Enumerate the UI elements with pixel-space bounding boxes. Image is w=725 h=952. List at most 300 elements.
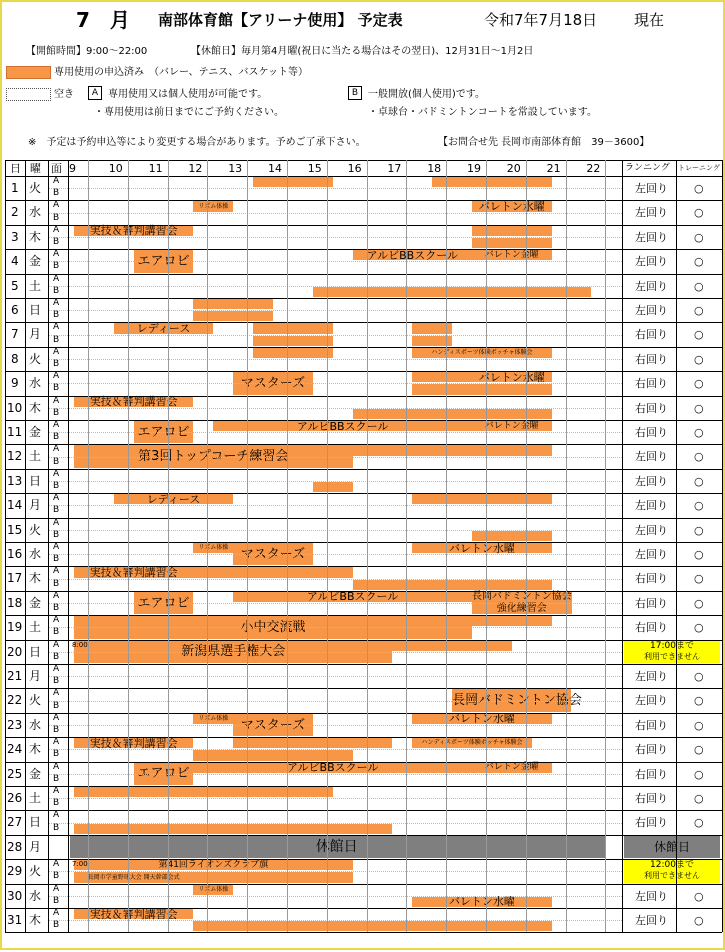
booking-label: 長岡市学童野球大会 開天幹部会式 <box>87 873 180 881</box>
weekday: 木 <box>29 400 42 415</box>
day-number: 29 <box>7 864 23 879</box>
grid-line <box>48 505 622 506</box>
weekday: 木 <box>29 742 42 757</box>
legend-a-text: 専用使用又は個人使用が可能です。 <box>108 89 268 100</box>
note-equipment: ・卓球台・バドミントンコートを常設しています。 <box>368 107 597 118</box>
legend-empty-text: 空き <box>54 89 74 100</box>
grid-line <box>5 615 722 616</box>
training-available: ○ <box>694 255 704 269</box>
training-available: ○ <box>694 377 704 391</box>
training-available: ○ <box>694 523 704 537</box>
weekday: 日 <box>29 303 42 317</box>
grid-line <box>5 518 722 519</box>
header-hour-17: 17 <box>387 162 402 175</box>
court-b-label: B <box>53 432 60 443</box>
weekday: 金 <box>29 595 42 610</box>
header-running: ランニング <box>625 163 670 173</box>
grid-line <box>526 160 527 932</box>
booking-bar <box>392 641 511 651</box>
grid-line <box>48 920 622 921</box>
weekday: 水 <box>29 376 42 391</box>
grid-line <box>367 160 368 932</box>
weekday: 水 <box>29 717 42 732</box>
booking-label: ハンディスポーツ体験ボッチャ体験会 <box>431 348 533 356</box>
grid-line <box>48 896 622 897</box>
booking-label: 長岡バドミントン協会 <box>472 590 572 602</box>
grid-line <box>5 664 722 665</box>
court-b-label: B <box>53 676 60 687</box>
court-b-label: B <box>53 456 60 467</box>
training-available: ○ <box>694 182 704 195</box>
training-available: ○ <box>694 767 704 781</box>
training-available: ○ <box>694 621 704 635</box>
court-a-label: A <box>53 346 60 357</box>
court-a-label: A <box>53 639 60 650</box>
day-number: 26 <box>7 791 23 805</box>
closed-day-label: 休館日 <box>315 838 358 855</box>
grid-line <box>5 884 722 885</box>
closed-label: 休館日 <box>653 839 690 854</box>
booking-label: 強化練習会 <box>496 603 547 614</box>
court-b-label: B <box>53 359 60 369</box>
month-title: 7 月 <box>76 8 130 32</box>
header-hour-20: 20 <box>506 162 521 175</box>
grid-line <box>5 566 722 567</box>
booking-label: レディース <box>136 322 191 335</box>
booking-label: バレトン水曜 <box>448 541 515 555</box>
training-available: ○ <box>694 474 704 488</box>
day-number: 19 <box>7 620 23 635</box>
weekday: 火 <box>29 522 42 537</box>
booking-label: アルビBBスクール <box>296 419 389 433</box>
grid-line <box>48 652 622 653</box>
court-a-label: A <box>53 517 60 528</box>
weekday: 月 <box>29 669 42 683</box>
booking-bar <box>412 372 472 382</box>
day-number: 16 <box>7 547 23 561</box>
booking-start-time: 7:00 <box>72 860 88 869</box>
grid-line <box>5 908 722 909</box>
running-direction: 左回り <box>635 230 668 244</box>
grid-line <box>48 774 622 775</box>
booking-label: リズム体操 <box>198 714 229 722</box>
weekday: 木 <box>29 913 42 927</box>
weekday: 日 <box>29 644 42 659</box>
running-direction: 右回り <box>635 792 668 805</box>
training-available: ○ <box>694 206 704 220</box>
training-available: ○ <box>694 401 704 415</box>
grid-line <box>5 542 722 543</box>
grid-line <box>5 396 722 397</box>
day-number: 6 <box>11 303 19 317</box>
grid-line <box>48 237 622 238</box>
grid-line <box>5 420 722 421</box>
booking-label: 第41回ライオンズクラブ旗 <box>158 859 269 870</box>
court-b-label: B <box>53 285 60 296</box>
day-number: 22 <box>7 693 23 708</box>
weekday: 月 <box>29 327 42 342</box>
grid-line <box>48 160 49 932</box>
running-direction: 左回り <box>635 279 668 293</box>
weekday: 土 <box>29 791 42 805</box>
training-available: ○ <box>694 718 704 732</box>
grid-line <box>48 554 622 555</box>
court-b-label: B <box>53 261 60 272</box>
court-b-label: B <box>53 798 60 809</box>
grid-line <box>48 188 622 189</box>
day-number: 3 <box>11 229 19 244</box>
booking-label: 新潟県選手権大会 <box>181 644 286 660</box>
grid-line <box>48 457 622 458</box>
running-direction: 左回り <box>635 450 668 464</box>
booking-label: ハンディスポーツ体験ボッチャ体験会 <box>421 739 523 747</box>
header-hour-9: 9 <box>69 162 76 175</box>
booking-label: アルビBBスクール <box>286 761 379 775</box>
court-a-label: A <box>53 493 60 504</box>
grid-line <box>5 786 722 787</box>
running-direction: 右回り <box>635 401 668 415</box>
booking-bar <box>313 482 353 492</box>
grid-line <box>5 737 722 738</box>
court-a-label: A <box>53 224 60 235</box>
booking-bar <box>193 299 273 309</box>
booking-label: エアロビ <box>137 253 190 269</box>
header-hour-15: 15 <box>307 162 322 175</box>
court-a-label: A <box>53 371 60 382</box>
note-reservation: ・専用使用は前日までにご予約ください。 <box>94 107 284 118</box>
training-available: ○ <box>694 450 704 464</box>
booking-label: バレトン水曜 <box>478 200 545 213</box>
weekday: 金 <box>29 425 42 439</box>
header-training: トレーニング <box>678 164 720 172</box>
grid-line <box>722 160 723 932</box>
running-direction: 右回り <box>635 621 668 635</box>
court-b-label: B <box>53 651 60 662</box>
court-b-label: B <box>53 237 60 247</box>
running-direction: 左回り <box>635 499 668 513</box>
booking-label: マスターズ <box>240 375 306 391</box>
day-number: 21 <box>7 669 23 683</box>
weekday: 火 <box>29 864 42 879</box>
court-b-label: B <box>53 773 60 784</box>
day-number: 4 <box>11 254 19 269</box>
day-number: 25 <box>7 766 23 781</box>
weekday: 火 <box>29 181 42 195</box>
booking-label: エアロビ <box>137 766 190 782</box>
weekday: 水 <box>29 888 42 903</box>
grid-line <box>48 871 622 872</box>
booking-label: バレトン水曜 <box>448 712 515 726</box>
court-b-label: B <box>53 481 60 491</box>
day-number: 15 <box>7 522 23 537</box>
grid-line <box>605 160 606 932</box>
booking-label: リズム体操 <box>198 202 229 210</box>
court-b-label: B <box>53 627 60 638</box>
booking-start-time: 8:00 <box>72 640 88 649</box>
grid-line <box>287 160 288 932</box>
booking-bar <box>353 921 552 931</box>
grid-line <box>48 530 622 531</box>
booking-bar <box>253 336 333 346</box>
legend-b-text: 一般開放(個人使用)です。 <box>368 89 486 100</box>
weekday: 土 <box>29 449 42 464</box>
header-court: 面 <box>51 162 62 175</box>
grid-line <box>5 274 722 275</box>
grid-line <box>48 213 622 214</box>
grid-line <box>5 347 722 348</box>
grid-line <box>48 335 622 336</box>
training-available: ○ <box>694 694 704 708</box>
running-direction: 左回り <box>635 694 668 708</box>
grid-line <box>48 676 622 677</box>
header-day: 日 <box>10 162 21 175</box>
running-direction: 左回り <box>635 670 668 683</box>
day-number: 24 <box>7 742 23 757</box>
header-hour-18: 18 <box>427 162 442 175</box>
grid-line <box>5 176 722 177</box>
court-b-label: B <box>53 334 60 345</box>
running-direction: 右回り <box>635 328 668 342</box>
grid-line <box>48 823 622 824</box>
booking-bar <box>193 311 273 321</box>
header-hour-22: 22 <box>586 162 601 175</box>
day-number: 27 <box>7 815 23 830</box>
day-number: 14 <box>7 498 23 513</box>
header-hour-14: 14 <box>268 162 282 175</box>
schedule-grid <box>2 2 725 952</box>
legend-b-badge: B <box>348 86 362 100</box>
running-direction: 左回り <box>635 523 668 537</box>
booking-bar <box>472 226 552 236</box>
grid-line <box>5 810 722 811</box>
booking-label: バレトン金曜 <box>484 762 539 773</box>
grid-line <box>446 160 447 932</box>
booking-label: リズム体操 <box>198 885 229 893</box>
court-a-label: A <box>53 688 60 699</box>
grid-line <box>676 160 677 932</box>
booking-bar <box>193 921 352 931</box>
training-available: ○ <box>694 572 704 586</box>
court-a-label: A <box>53 761 60 772</box>
weekday: 水 <box>29 547 42 561</box>
grid-line <box>5 713 722 714</box>
court-b-label: B <box>53 700 60 711</box>
grid-line <box>486 160 487 932</box>
grid-line <box>168 160 169 932</box>
court-a-label: A <box>53 712 60 723</box>
booking-label: 第3回トップコーチ練習会 <box>138 449 289 465</box>
booking-bar <box>253 177 333 187</box>
running-direction: 左回り <box>635 548 668 561</box>
usage-notice: 利用できません <box>644 871 700 881</box>
as-of-date: 令和7年7月18日 <box>484 11 598 29</box>
day-number: 20 <box>7 644 23 659</box>
booking-bar <box>353 580 552 590</box>
weekday: 土 <box>29 620 42 635</box>
court-a-label: A <box>53 444 60 455</box>
booking-label: エアロビ <box>137 424 190 440</box>
grid-line <box>5 493 722 494</box>
court-a-label: A <box>53 322 60 333</box>
grid-line <box>48 798 622 799</box>
court-b-label: B <box>53 871 60 882</box>
weekday: 金 <box>29 254 42 269</box>
weekday: 月 <box>29 839 42 854</box>
day-number: 18 <box>7 595 23 610</box>
grid-line <box>5 322 722 323</box>
day-number: 28 <box>7 839 23 854</box>
grid-line <box>48 579 622 580</box>
day-number: 9 <box>11 376 19 391</box>
court-b-label: B <box>53 212 60 223</box>
court-a-label: A <box>53 395 60 406</box>
court-b-label: B <box>53 725 60 735</box>
court-a-label: A <box>53 590 60 601</box>
contact-info: 【お問合せ先 長岡市南部体育館 39－3600】 <box>438 137 650 148</box>
booking-label: バレトン金曜 <box>484 249 539 260</box>
day-number: 23 <box>7 717 23 732</box>
training-available: ○ <box>694 548 704 561</box>
booking-label: 実技＆審判講習会 <box>89 224 178 238</box>
booking-bar <box>74 824 392 834</box>
running-direction: 左回り <box>635 255 668 269</box>
grid-line <box>622 160 623 932</box>
grid-line <box>5 298 722 299</box>
weekday: 火 <box>29 351 42 366</box>
booking-bar <box>472 238 552 248</box>
court-a-label: A <box>53 810 60 821</box>
training-available: ○ <box>694 889 704 903</box>
booking-bar <box>432 177 551 187</box>
grid-line <box>48 603 622 604</box>
running-direction: 右回り <box>635 426 668 439</box>
booking-label: マスターズ <box>240 546 306 562</box>
usage-notice: 17:00まで <box>650 640 694 651</box>
grid-line <box>48 383 622 384</box>
as-of-label: 現在 <box>634 11 665 29</box>
weekday: 土 <box>29 278 42 293</box>
grid-line <box>48 701 622 702</box>
header-hour-11: 11 <box>148 162 163 175</box>
running-direction: 右回り <box>635 767 668 781</box>
grid-line <box>128 160 129 932</box>
grid-line <box>48 481 622 482</box>
booking-label: 実技＆審判講習会 <box>89 907 178 921</box>
court-a-label: A <box>53 615 60 626</box>
booking-bar <box>412 384 551 394</box>
court-a-label: A <box>53 298 60 308</box>
usage-notice: 利用できません <box>644 651 700 661</box>
header-hour-21: 21 <box>546 162 561 175</box>
grid-line <box>48 408 622 409</box>
training-available: ○ <box>694 792 704 805</box>
header-hour-19: 19 <box>467 162 481 175</box>
court-b-label: B <box>53 603 60 613</box>
running-direction: 右回り <box>635 743 668 757</box>
weekday: 水 <box>29 205 42 220</box>
weekday: 木 <box>29 229 42 244</box>
weekday: 日 <box>29 473 42 488</box>
note-change: ※ 予定は予約申込等により変更する場合があります。予めご了承下さい。 <box>28 137 366 148</box>
booking-label: マスターズ <box>240 717 306 733</box>
day-number: 11 <box>7 425 23 439</box>
court-a-label: A <box>53 542 60 552</box>
court-a-label: A <box>53 664 60 674</box>
grid-line <box>207 160 208 932</box>
booking-label: アルビBBスクール <box>366 248 458 262</box>
grid-line <box>5 688 722 689</box>
running-direction: 右回り <box>635 572 668 586</box>
header-hour-16: 16 <box>347 162 362 175</box>
court-a-label: A <box>53 420 60 430</box>
running-direction: 左回り <box>635 182 668 195</box>
grid-line <box>5 640 722 641</box>
weekday: 月 <box>29 498 42 513</box>
grid-line <box>48 627 622 628</box>
grid-line <box>5 160 6 932</box>
booking-bar <box>193 750 352 760</box>
training-available: ○ <box>694 328 704 342</box>
booking-bar <box>253 348 333 358</box>
header-hour-12: 12 <box>188 162 203 175</box>
training-available: ○ <box>694 914 704 927</box>
booking-bar <box>193 567 352 577</box>
weekday: 木 <box>29 571 42 586</box>
court-a-label: A <box>53 566 60 577</box>
day-number: 8 <box>11 351 19 366</box>
closed-days-info: 【休館日】毎月第4月曜(祝日に当たる場合はその翌日)、12月31日～1月2日 <box>191 46 534 57</box>
booking-label: エアロビ <box>137 595 190 611</box>
booking-label: 長岡バドミントン協会 <box>452 693 582 709</box>
grid-line <box>5 160 722 161</box>
day-number: 5 <box>11 278 19 293</box>
running-direction: 左回り <box>635 304 668 317</box>
grid-line <box>5 932 722 933</box>
training-available: ○ <box>694 230 704 244</box>
grid-line <box>48 359 622 360</box>
court-b-label: B <box>53 920 60 931</box>
training-available: ○ <box>694 304 704 317</box>
grid-line <box>48 725 622 726</box>
grid-line <box>5 444 722 445</box>
court-a-label: A <box>53 859 60 870</box>
running-direction: 右回り <box>635 377 668 391</box>
weekday: 日 <box>29 815 42 830</box>
page-title: 南部体育館【アリーナ使用】 予定表 <box>158 11 403 29</box>
grid-line <box>48 261 622 262</box>
training-available: ○ <box>694 499 704 513</box>
running-direction: 右回り <box>635 718 668 732</box>
grid-line <box>48 310 622 311</box>
booking-bar <box>193 872 352 882</box>
court-b-label: B <box>53 554 60 565</box>
training-available: ○ <box>694 743 704 757</box>
court-b-label: B <box>53 310 60 321</box>
booking-bar <box>472 531 552 541</box>
running-direction: 左回り <box>635 474 668 488</box>
booking-label: バレトン水曜 <box>478 370 545 384</box>
court-a-label: A <box>53 200 60 211</box>
grid-line <box>48 286 622 287</box>
training-available: ○ <box>694 426 704 439</box>
training-available: ○ <box>694 670 704 683</box>
grid-line <box>5 859 722 860</box>
training-available: ○ <box>694 816 704 830</box>
court-b-label: B <box>53 188 60 199</box>
court-a-label: A <box>53 176 60 186</box>
grid-line <box>48 749 622 750</box>
training-available: ○ <box>694 352 704 366</box>
